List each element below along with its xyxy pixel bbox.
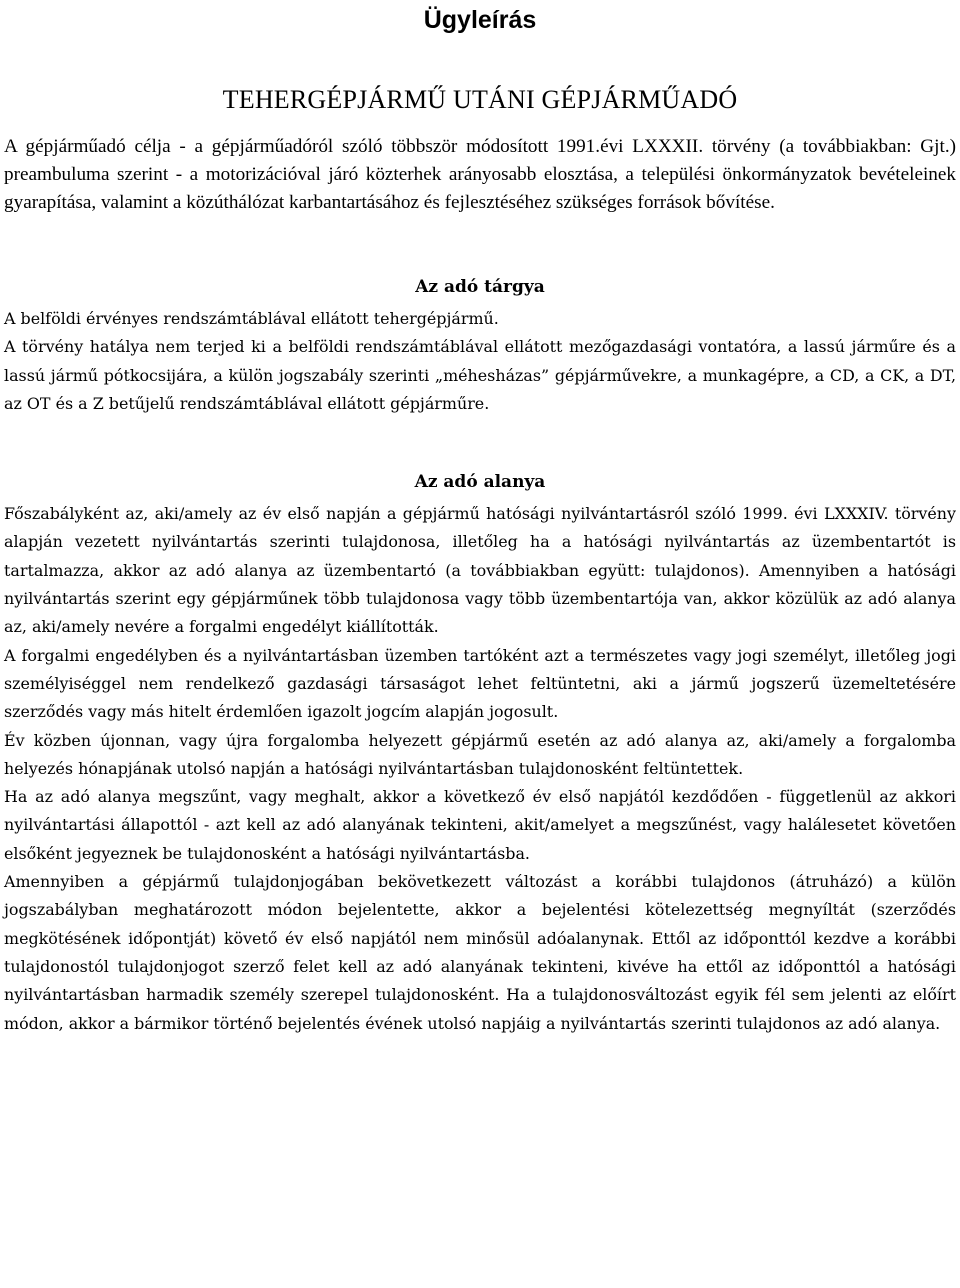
main-heading: TEHERGÉPJÁRMŰ UTÁNI GÉPJÁRMŰADÓ (222, 85, 738, 114)
paragraph: Ha az adó alanya megszűnt, vagy meghalt, akkor a következő év első napjától kezdődően - függetlenül az akkori nyilvántartási állapottól - azt kell az adó alanyának tekinteni, akit/amelyet a megszűnést, vagy halálesetet követően elsőként jegyeznek be tulajdonosként a hatósági nyilvántartásba. (4, 787, 956, 863)
section-ado-targya (4, 273, 956, 418)
section-title: Az adó alanya (414, 472, 546, 493)
paragraph: Év közben újonnan, vagy újra forgalomba helyezett gépjármű esetén az adó alanya az, aki/amely a forgalomba helyezés hónapjának utolsó napján a hatósági nyilvántartásban tulajdonosként feltüntettek. (4, 730, 956, 778)
section-ado-alanya (4, 468, 956, 1038)
paragraph: A forgalmi engedélyben és a nyilvántartásban üzemben tartóként azt a természetes vagy jogi személyt, illetőleg jogi személyiséggel nem rendelkező gazdasági társaságot lehet feltüntetni, aki a jármű jogszerű üzemeltetésére szerződés vagy más hitelt érdemlően igazolt jogcím alapján jogosult. (4, 645, 956, 722)
document-title: Ügyleírás (423, 6, 537, 34)
paragraph: A belföldi érvényes rendszámtáblával ellátott tehergépjármű. (4, 309, 499, 328)
section-body (4, 500, 956, 1038)
paragraph: A törvény hatálya nem terjed ki a belföldi rendszámtáblával ellátott mezőgazdasági vontatóra, a lassú járműre és a lassú jármű pótkocsijára, a külön jogszabály szerinti „méhesházas” gépjárművekre, a munkagépre, a CD, a CK, a DT, az OT és a Z betűjelű rendszámtáblával ellátott gépjárműre. (4, 337, 956, 413)
section-title: Az adó tárgya (415, 277, 545, 297)
intro-paragraph: A gépjárműadó célja - a gépjárműadóról szóló többször módosított 1991.évi LXXXII. törvény (a továbbiakban: Gjt.) preambuluma szerint - a motorizációval járó közterhek arányosabb elosztása, a települési önkormányzatok bevételeinek gyarapítása, valamint a közúthálózat karbantartásához és fejlesztéséhez szükséges források bővítése. (4, 136, 956, 213)
paragraph: Amennyiben a gépjármű tulajdonjogában bekövetkezett változást a korábbi tulajdonos (átruházó) a külön jogszabályban meghatározott módon bejelentette, akkor a bejelentési kötelezettség megnyíltát (szerződés megkötésének időpontját) követő év első napjától nem minősül adóalanynak. Ettől az időponttól kezdve a korábbi tulajdonostól tulajdonjogot szerző felet kell az adó alanyának tekinteni, kivéve ha ettől az időponttól a hatósági nyilvántartásban harmadik személy szerepel tulajdonosként. Ha a tulajdonosváltozást egyik fél sem jelenti az előírt módon, akkor a bármikor történő bejelentés évének utolsó napjáig a nyilvántartás szerinti tulajdonos az adó alanya. (4, 872, 956, 1033)
paragraph: Főszabályként az, aki/amely az év első napján a gépjármű hatósági nyilvántartásról szóló 1999. évi LXXXIV. törvény alapján vezetett nyilvántartás szerinti tulajdonosa, illetőleg ha a hatósági nyilvántartás az üzembentartót is tartalmazza, akkor az adó alanya az üzembentartó (a továbbiakban együtt: tulajdonos). Amennyiben a hatósági nyilvántartás szerint egy gépjárműnek több tulajdonosa vagy több üzembentartója van, akkor közülük az adó alanya az, aki/amely nevére a forgalmi engedélyt kiállították. (4, 504, 956, 637)
section-body (4, 305, 956, 418)
